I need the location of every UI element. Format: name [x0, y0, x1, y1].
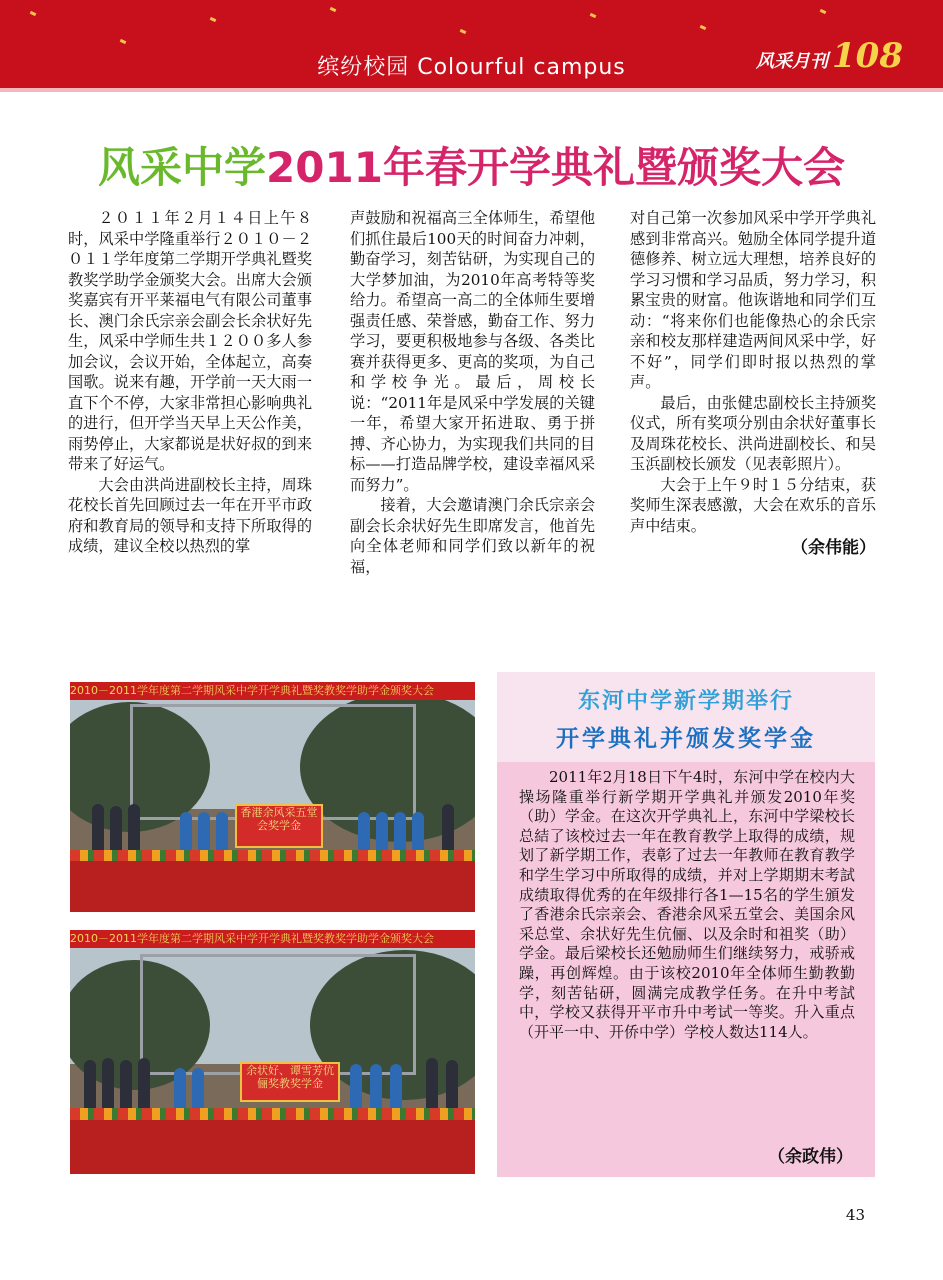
photo-student [192, 1068, 204, 1110]
award-photo-1 [70, 682, 475, 912]
photo-student [180, 812, 192, 852]
header-divider [0, 88, 943, 92]
paragraph: 接着，大会邀请澳门余氏宗亲会副会长余状好先生即席发言，他首先向全体老师和同学们致以新年的祝福， [350, 496, 595, 576]
photo-student [412, 812, 424, 852]
paragraph: 大会由洪尚进副校长主持，周珠花校长首先回顾过去一年在开平市政府和教育局的领导和支持下所取得的成绩，建议全校以热烈的掌 [68, 475, 312, 555]
title-event: 2011年春开学典礼暨颁奖大会 [266, 143, 845, 192]
article-column-3 [630, 208, 876, 559]
confetti-decoration [30, 11, 37, 16]
confetti-decoration [460, 29, 467, 34]
sidebar-article [497, 672, 875, 1177]
photo-student [350, 1064, 362, 1110]
article-column-1 [68, 208, 312, 557]
photo-person [102, 1058, 114, 1110]
photo-student [174, 1068, 186, 1110]
article-column-2 [350, 208, 595, 577]
confetti-decoration [210, 17, 217, 22]
photo-person [138, 1058, 150, 1110]
photo-student [358, 812, 370, 852]
paragraph: 2011年2月18日下午4时，东河中学在校内大操场隆重举行新学期开学典礼并颁发2010年奖（助）学金。在这次开学典礼上，东河中学梁校长总結了该校过去一年在教育教学上取得的成绩，规划了新学期工作，表彰了过去一年教师在教育教学和学生学习中所取得的成绩，并对上学期期末考試成绩取得优秀的在年级排行各1—15名的学生頒发了香港余氏宗亲会、香港余风采五堂会、美国余风采总堂、余状好先生伉俪、以及余时和祖奖（助）学金。最后梁校长还勉励师生们继续努力，戒骄戒躁，再创辉煌。由于该校2010年全体师生勤教勤学，刻苦钻研，圆满完成教学任务。在升中考試中，学校又获得开平市升中考试一等奖。升入重点（开平一中、开侨中学）学校人数达114人。 [519, 768, 855, 1041]
confetti-decoration [120, 39, 127, 44]
photo-person [110, 806, 122, 852]
photo-person [84, 1060, 96, 1110]
magazine-name: 风采月刊 [756, 51, 829, 72]
photo-person [120, 1060, 132, 1110]
photo-person [128, 804, 140, 852]
sidebar-body [519, 768, 855, 1042]
photo-student [370, 1064, 382, 1110]
confetti-decoration [820, 9, 827, 14]
photo-student [376, 812, 388, 852]
photo-person [446, 1060, 458, 1110]
photo-stage-truss [140, 954, 416, 1075]
photo-student [198, 812, 210, 852]
confetti-decoration [330, 7, 337, 12]
award-photo-2 [70, 930, 475, 1174]
confetti-decoration [700, 25, 707, 30]
magazine-logo [756, 36, 903, 76]
photo-banner: 2010－2011学年度第二学期风采中学开学典礼暨奖教奖学助学金颁奖大会 [70, 682, 475, 700]
article-author: （余伟能） [791, 538, 876, 558]
photo-person [92, 804, 104, 852]
photo-student [390, 1064, 402, 1110]
paragraph: ２０１１年２月１４日上午８时，风采中学隆重举行２０１０－２０１１学年度第二学期开学典礼暨奖教奖学助学金颁奖大会。出席大会颁奖嘉宾有开平莱福电气有限公司董事长、澳门余氏宗亲会副会长余状好先生，风采中学师生共１２００多人参加会议，会议开始，全体起立，高奏国歌。说来有趣，开学前一天大雨一直下个不停，大家非常担心影响典礼的进行，但开学当天早上天公作美，雨势停止，大家都说是状好叔的到来带来了好运气。 [68, 209, 312, 473]
page-header [0, 0, 943, 88]
page-number: 43 [845, 1206, 865, 1224]
sidebar-heading-area [497, 672, 875, 762]
photo-stage [70, 861, 475, 912]
confetti-decoration [590, 13, 597, 18]
sidebar-author: （余政伟） [768, 1147, 853, 1167]
photo-banner: 2010－2011学年度第二学期风采中学开学典礼暨奖教奖学助学金颁奖大会 [70, 930, 475, 948]
paragraph: 大会于上午９时１５分结束，获奖师生深表感激，大会在欢乐的音乐声中结束。 [630, 475, 876, 535]
photo-stage [70, 1120, 475, 1174]
paragraph: 对自己第一次参加风采中学开学典礼感到非常高兴。勉励全体同学提升道德修养、树立远大理想，培养良好的学习习惯和学习品质，努力学习，积累宝贵的财富。他诙谐地和同学们互动：“将来你们也能像热心的余氏宗亲和校友那样建造两间风采中学，好不好”，同学们即时报以热烈的掌声。 [630, 209, 876, 391]
paragraph: 最后，由张健忠副校长主持颁奖仪式，所有奖项分别由余状好董事长及周珠花校长、洪尚进副校长、和吴玉浜副校长颁发（见表彰照片）。 [630, 393, 876, 473]
photo-person [426, 1058, 438, 1110]
photo-student [216, 812, 228, 852]
photo-student [394, 812, 406, 852]
article-title [0, 135, 943, 195]
sidebar-heading-2: 开学典礼并颁发奖学金 [556, 726, 816, 752]
photo-stage-truss [130, 704, 416, 820]
award-sign: 余状好、谭雪芳伉俪奖教奖学金 [240, 1062, 340, 1102]
paragraph: 声鼓励和祝福高三全体师生，希望他们抓住最后100天的时间奋力冲刺，勤奋学习，刻苦钻研，为实现自己的大学梦加油，为2010年高考特等奖给力。希望高一高二的全体师生要增强责任感、荣誉感，勤奋工作、努力学习，要更积极地参与各级、各类比赛并获得更多、更高的奖项，为自己和学校争光。最后，周校长说：“2011年是风采中学发展的关键一年，希望大家开拓进取、勇于拼搏、齐心协力，为实现我们共同的目标——打造品牌学校，建设幸福风采而努力”。 [350, 209, 595, 494]
sidebar-heading-1: 东河中学新学期举行 [577, 689, 794, 714]
issue-number: 108 [832, 36, 903, 76]
photo-person [442, 804, 454, 852]
award-sign: 香港余风采五堂会奖学金 [235, 804, 323, 848]
title-school: 风采中学 [98, 143, 267, 192]
section-title: 缤纷校园 Colourful campus [317, 55, 626, 80]
